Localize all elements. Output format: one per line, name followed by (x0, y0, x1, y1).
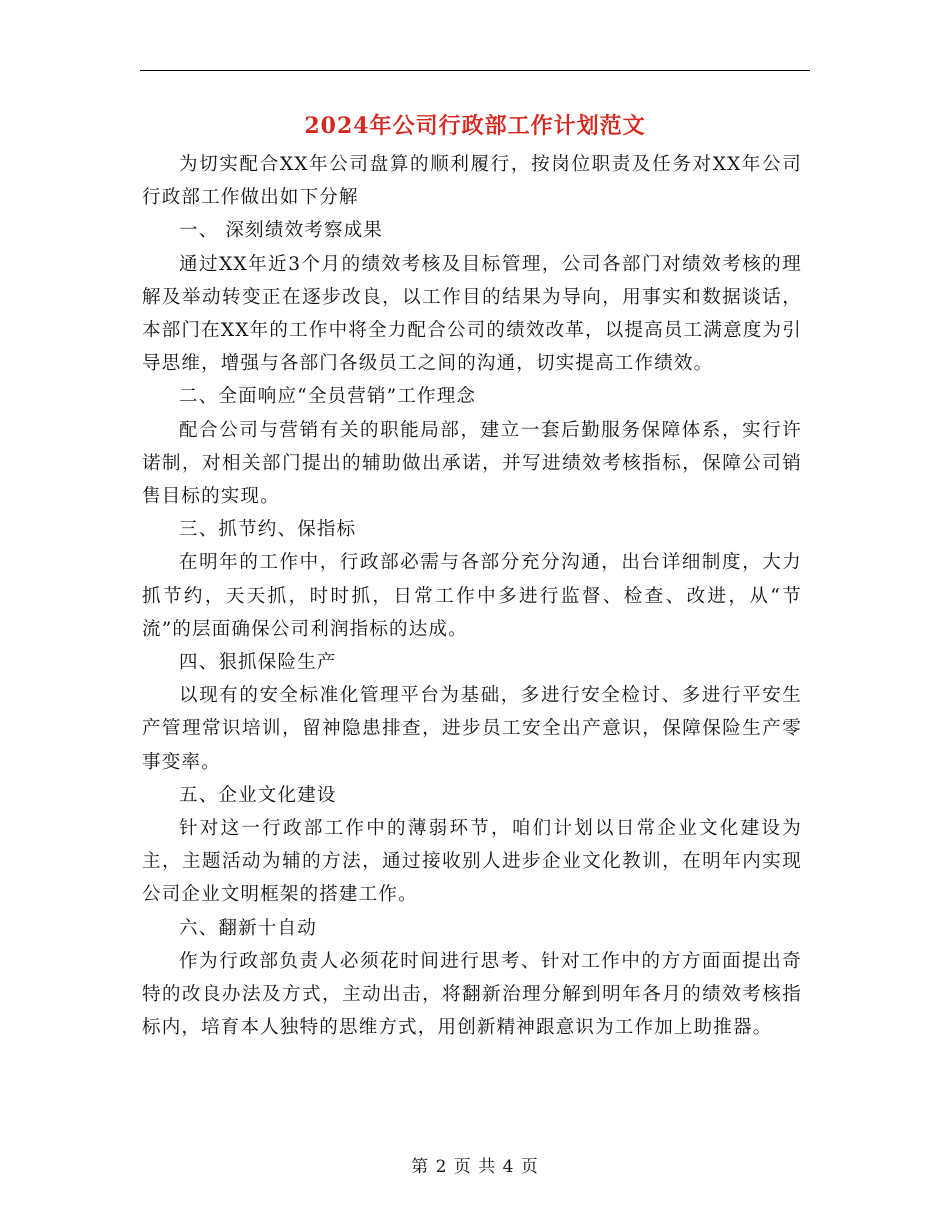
section-heading-5: 五、企业文化建设 (179, 784, 337, 806)
document-title: 2024年公司行政部工作计划范文 (304, 113, 646, 139)
section-heading-2: 二、全面响应“全员营销”工作理念 (179, 386, 477, 408)
section-body-6: 作为行政部负责人必须花时间进行思考、针对工作中的方方面面提出奇特的改良办法及方式，主动出击，将翻新治理分解到明年各月的绩效考核指标内，培育本人独特的思维方式，用创新精神跟意识为工作加上助推器。 (142, 950, 802, 1039)
section-body-4: 以现有的安全标准化管理平台为基础，多进行安全检讨、多进行平安生产管理常识培训，留神隐患排查，进步员工安全出产意识，保障保险生产零事变率。 (142, 685, 802, 773)
page-footer: 第 2 页 共 4 页 (411, 1157, 539, 1177)
section-heading-3: 三、抓节约、保指标 (179, 519, 357, 541)
intro-paragraph: 为切实配合XX年公司盘算的顺利履行，按岗位职责及任务对XX年公司行政部工作做出如下分解 (142, 154, 802, 209)
section-heading-6: 六、翻新十自动 (179, 917, 317, 939)
section-heading-1: 一、 深刻绩效考察成果 (179, 220, 384, 242)
section-body-1: 通过XX年近3个月的绩效考核及目标管理，公司各部门对绩效考核的理解及举动转变正在逐步改良，以工作目的结果为导向，用事实和数据谈话，本部门在XX年的工作中将全力配合公司的绩效改革，以提高员工满意度为引导思维，增强与各部门各级员工之间的沟通，切实提高工作绩效。 (142, 253, 802, 375)
section-heading-4: 四、狠抓保险生产 (179, 652, 337, 674)
section-body-5: 针对这一行政部工作中的薄弱环节，咱们计划以日常企业文化建设为主，主题活动为辅的方法，通过接收别人进步企业文化教训，在明年内实现公司企业文明框架的搭建工作。 (142, 818, 802, 906)
document-body (142, 148, 802, 1044)
header-rule (140, 70, 810, 71)
section-body-2: 配合公司与营销有关的职能局部，建立一套后勤服务保障体系，实行许诺制，对相关部门提出的辅助做出承诺，并写进绩效考核指标，保障公司销售目标的实现。 (142, 419, 802, 508)
section-body-3: 在明年的工作中，行政部必需与各部分充分沟通，出台详细制度，大力抓节约，天天抓，时时抓，日常工作中多进行监督、检查、改进，从“节流”的层面确保公司利润指标的达成。 (142, 552, 802, 640)
